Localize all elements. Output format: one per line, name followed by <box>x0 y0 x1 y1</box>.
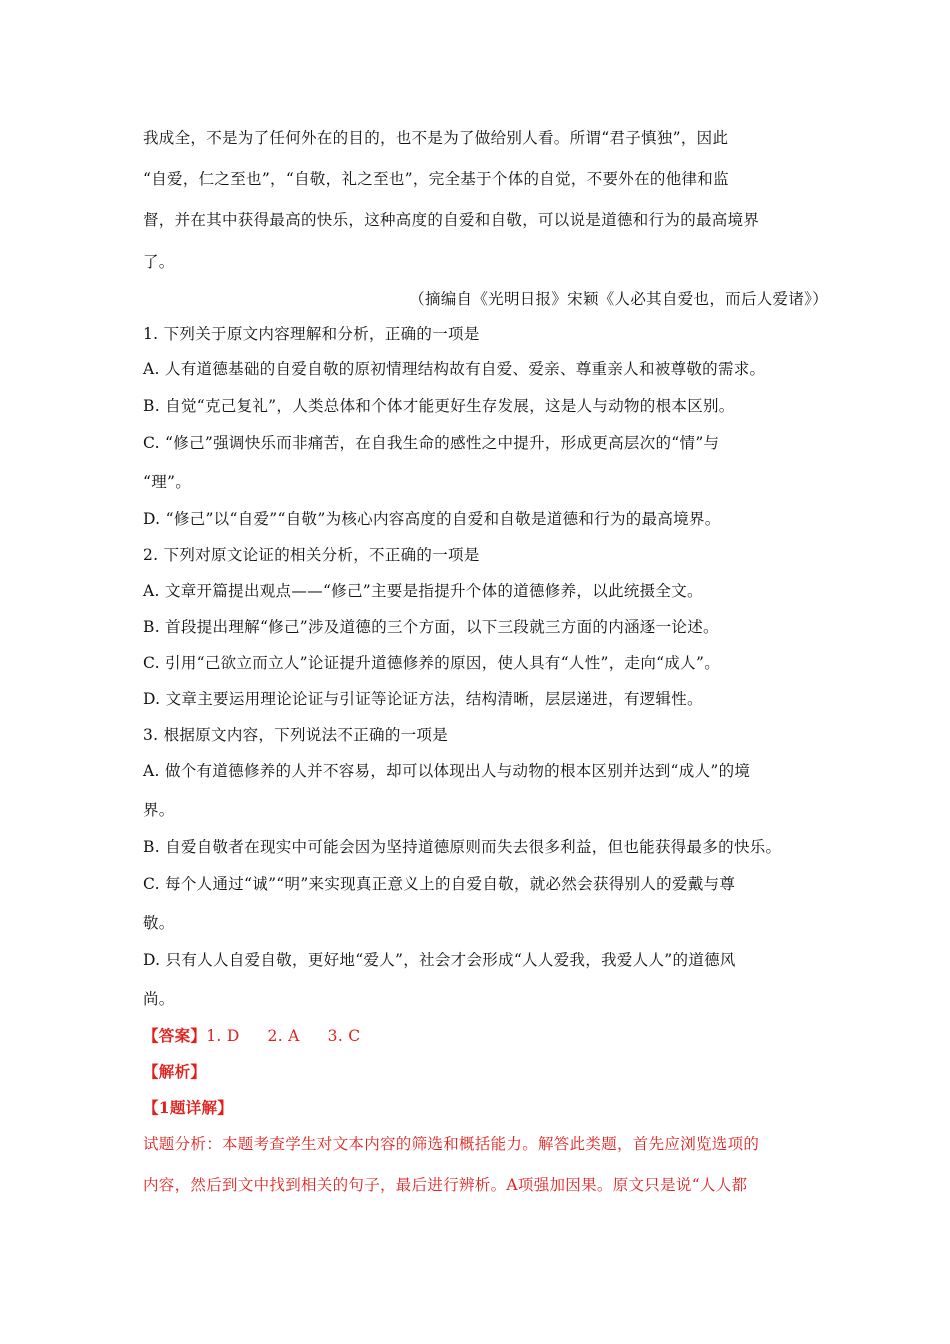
analysis-line: 试题分析：本题考查学生对文本内容的筛选和概括能力。解答此类题，首先应浏览选项的 <box>143 1135 760 1153</box>
question-option: B. 自觉“克己复礼”，人类总体和个体才能更好生存发展，这是人与动物的根本区别。 <box>143 397 735 415</box>
passage-source: （摘编自《光明日报》宋颖《人必其自爱也，而后人爱诸》） <box>409 290 828 308</box>
question-option: C. 每个人通过“诚”“明”来实现真正意义上的自爱自敬，就必然会获得别人的爱戴与尊 <box>143 875 736 893</box>
question-option-continued: 界。 <box>143 801 175 819</box>
question-option: A. 做个有道德修养的人并不容易，却可以体现出人与动物的根本区别并达到“成人”的境 <box>143 762 751 780</box>
question-option: C. 引用“己欲立而立人”论证提升道德修养的原因，使人具有“人性”，走向“成人”。 <box>143 654 721 672</box>
question-option: D. “修己”以“自爱”“自敬”为核心内容高度的自爱和自敬是道德和行为的最高境界。 <box>143 510 721 528</box>
answer-item: 2. A <box>267 1027 300 1045</box>
answer-item: 1. D <box>206 1027 240 1045</box>
question-option: D. 文章主要运用理论论证与引证等论证方法，结构清晰，层层递进，有逻辑性。 <box>143 690 703 708</box>
question-stem: 2. 下列对原文论证的相关分析，不正确的一项是 <box>143 546 480 564</box>
passage-line: 了。 <box>143 253 175 271</box>
question-option-continued: 敬。 <box>143 914 175 932</box>
question-option: B. 首段提出理解“修己”涉及道德的三个方面，以下三段就三方面的内涵逐一论述。 <box>143 618 719 636</box>
passage-line: “自爱，仁之至也”，“自敬，礼之至也”，完全基于个体的自觉，不要外在的他律和监 <box>143 170 729 188</box>
analysis-q1-label: 【1题详解】 <box>143 1098 234 1117</box>
answer-label: 【答案】 <box>143 1026 207 1045</box>
question-option: B. 自爱自敬者在现实中可能会因为坚持道德原则而失去很多利益，但也能获得最多的快乐。 <box>143 838 782 856</box>
passage-line: 督，并在其中获得最高的快乐，这种高度的自爱和自敬，可以说是道德和行为的最高境界 <box>143 211 760 229</box>
question-stem: 1. 下列关于原文内容理解和分析，正确的一项是 <box>143 325 480 343</box>
analysis-line: 内容，然后到文中找到相关的句子，最后进行辨析。A项强加因果。原文只是说“人人都 <box>143 1176 748 1194</box>
answer-item: 3. C <box>327 1027 361 1045</box>
passage-line: 我成全，不是为了任何外在的目的，也不是为了做给别人看。所谓“君子慎独”，因此 <box>143 129 729 147</box>
question-option-continued: “理”。 <box>143 473 192 491</box>
answer-line <box>143 1026 388 1046</box>
question-option-continued: 尚。 <box>143 990 175 1008</box>
question-option: D. 只有人人自爱自敬，更好地“爱人”，社会才会形成“人人爱我，我爱人人”的道德风 <box>143 951 736 969</box>
question-option: A. 人有道德基础的自爱自敬的原初情理结构故有自爱、爱亲、尊重亲人和被尊敬的需求。 <box>143 360 766 378</box>
analysis-label: 【解析】 <box>143 1062 207 1081</box>
question-option: A. 文章开篇提出观点——“修己”主要是指提升个体的道德修养，以此统摄全文。 <box>143 582 703 600</box>
question-stem: 3. 根据原文内容，下列说法不正确的一项是 <box>143 726 449 744</box>
question-option: C. “修己”强调快乐而非痛苦，在自我生命的感性之中提升，形成更高层次的“情”与 <box>143 434 720 452</box>
